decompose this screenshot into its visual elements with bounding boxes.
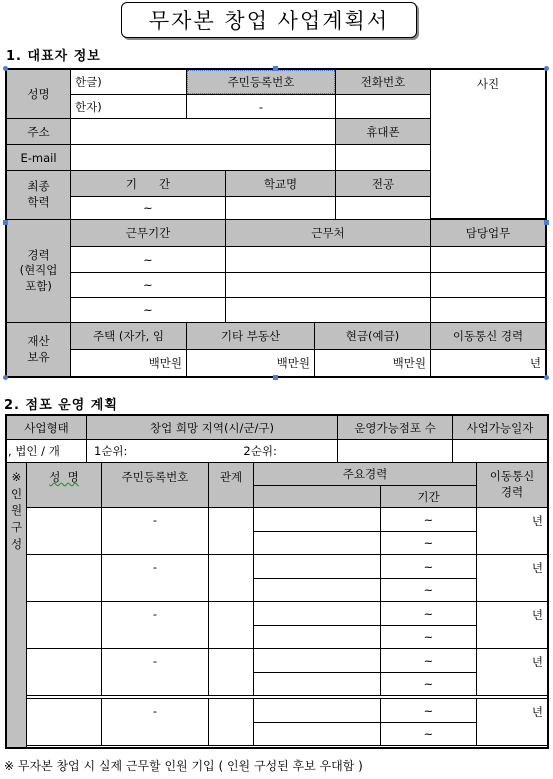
staff-period-1-b[interactable]: ~	[380, 531, 477, 555]
staff-career-2-a[interactable]	[253, 554, 381, 579]
resize-handle-middle-left[interactable]	[3, 220, 8, 225]
label-phone: 전화번호	[335, 69, 431, 95]
header-edu-period: 기 간	[70, 170, 226, 197]
career-duty-1[interactable]	[430, 246, 546, 273]
staff-period-2-b[interactable]: ~	[380, 578, 477, 602]
staff-mobile-years-4[interactable]: 년	[476, 648, 548, 696]
photo-box[interactable]: 사진	[430, 69, 546, 219]
staff-mobile-years-3[interactable]: 년	[476, 601, 548, 649]
header-major: 전공	[335, 170, 431, 197]
label-mobile: 휴대폰	[335, 118, 431, 145]
staff-relation-3[interactable]	[208, 601, 254, 649]
resize-handle-top-left[interactable]	[3, 66, 8, 71]
staff-period-3-b[interactable]: ~	[380, 625, 477, 649]
career-workplace-1[interactable]	[225, 246, 431, 273]
label-career: 경력 (현직업 포함)	[6, 219, 71, 323]
staff-mobile-years-1[interactable]: 년	[476, 507, 548, 555]
header-biz-date: 사업가능일자	[452, 415, 548, 440]
staff-period-4-b[interactable]: ~	[380, 672, 477, 696]
staff-rrn-4[interactable]: -	[101, 648, 209, 696]
header-staff-career-blank	[253, 485, 381, 508]
label-email: E-mail	[6, 144, 71, 171]
section-heading-representative: 1. 대표자 정보	[6, 49, 101, 64]
staff-name-1[interactable]	[26, 507, 102, 555]
career-period-3[interactable]: ~	[70, 297, 226, 323]
field-email[interactable]	[70, 144, 336, 171]
field-mobile-career-years[interactable]: 년	[430, 349, 546, 377]
staff-name-4[interactable]	[26, 648, 102, 696]
header-staff-mobile-career: 이동통신 경력	[476, 462, 548, 508]
field-address[interactable]	[70, 118, 336, 145]
header-workplace: 근무처	[225, 219, 431, 247]
header-staff-rrn: 주민등록번호	[101, 462, 209, 508]
field-edu-period[interactable]: ~	[70, 196, 226, 220]
header-staff-period: 기간	[380, 485, 477, 508]
staff-rrn-2[interactable]: -	[101, 554, 209, 602]
staff-rrn-5[interactable]: -	[101, 698, 209, 746]
field-hope-area[interactable]: 1순위: 2순위:	[86, 439, 338, 463]
staff-period-5-a[interactable]: ~	[380, 698, 477, 723]
staff-period-5-b[interactable]: ~	[380, 722, 477, 746]
staff-name-5[interactable]	[26, 698, 102, 746]
career-workplace-2[interactable]	[225, 272, 431, 298]
label-staff-composition: ※ 인 원 구 성	[6, 462, 27, 748]
header-cash: 현금(예금)	[314, 322, 431, 350]
label-assets: 재산 보유	[6, 322, 71, 377]
staff-career-1-a[interactable]	[253, 507, 381, 532]
staff-career-3-b[interactable]	[253, 625, 381, 649]
staff-career-2-b[interactable]	[253, 578, 381, 602]
label-name: 성명	[6, 69, 71, 119]
field-mobile[interactable]	[335, 144, 431, 171]
header-house: 주택 (자가, 임	[70, 322, 187, 350]
header-other-real-estate: 기타 부동산	[186, 322, 315, 350]
career-period-2[interactable]: ~	[70, 272, 226, 298]
career-duty-2[interactable]	[430, 272, 546, 298]
staff-mobile-years-5[interactable]: 년	[476, 698, 548, 746]
staff-period-1-a[interactable]: ~	[380, 507, 477, 532]
field-name-hangul[interactable]: 한글)	[70, 69, 187, 95]
career-workplace-3[interactable]	[225, 297, 431, 323]
staff-career-5-a[interactable]	[253, 698, 381, 723]
staff-period-2-a[interactable]: ~	[380, 554, 477, 579]
staff-name-2[interactable]	[26, 554, 102, 602]
staff-career-4-b[interactable]	[253, 672, 381, 696]
staff-period-4-a[interactable]: ~	[380, 648, 477, 673]
field-cash-value[interactable]: 백만원	[314, 349, 431, 377]
header-school: 학교명	[225, 170, 336, 197]
staff-rrn-1[interactable]: -	[101, 507, 209, 555]
field-major[interactable]	[335, 196, 431, 220]
resize-handle-top-right[interactable]	[544, 66, 549, 71]
header-staff-main-career: 주요경력	[253, 462, 477, 486]
field-rrn[interactable]: -	[186, 94, 336, 119]
footnote: ※ 무자본 창업 시 실제 근무할 인원 기입 ( 인원 구성된 후보 우대함 )	[4, 759, 363, 773]
field-biz-type[interactable]: , 법인 / 개	[6, 439, 87, 463]
resize-handle-bottom-left[interactable]	[3, 375, 8, 380]
staff-relation-4[interactable]	[208, 648, 254, 696]
header-mobile-career: 이동통신 경력	[430, 322, 546, 350]
resize-handle-bottom-middle[interactable]	[273, 375, 278, 380]
staff-relation-5[interactable]	[208, 698, 254, 746]
header-staff-name: 성 명	[26, 462, 102, 508]
career-duty-3[interactable]	[430, 297, 546, 323]
label-address: 주소	[6, 118, 71, 145]
label-rrn: 주민등록번호	[186, 69, 336, 95]
field-phone[interactable]	[335, 94, 431, 119]
header-duty: 담당업무	[430, 219, 546, 247]
field-house-value[interactable]: 백만원	[70, 349, 187, 377]
header-staff-relation: 관계	[208, 462, 254, 508]
staff-relation-2[interactable]	[208, 554, 254, 602]
field-other-real-estate-value[interactable]: 백만원	[186, 349, 315, 377]
staff-mobile-years-2[interactable]: 년	[476, 554, 548, 602]
field-store-count[interactable]	[337, 439, 453, 463]
header-hope-area: 창업 희망 지역(시/군/구)	[86, 415, 338, 440]
staff-name-3[interactable]	[26, 601, 102, 649]
label-education: 최종 학력	[6, 170, 71, 220]
document-title: 무자본 창업 사업계획서	[121, 2, 417, 38]
staff-career-3-a[interactable]	[253, 601, 381, 626]
header-store-count: 운영가능점포 수	[337, 415, 453, 440]
staff-career-5-b[interactable]	[253, 722, 381, 746]
header-biz-type: 사업형태	[6, 415, 87, 440]
career-period-1[interactable]: ~	[70, 246, 226, 273]
staff-career-4-a[interactable]	[253, 648, 381, 673]
staff-period-3-a[interactable]: ~	[380, 601, 477, 626]
field-biz-date[interactable]	[452, 439, 548, 463]
staff-relation-1[interactable]	[208, 507, 254, 555]
section-heading-store: 2. 점포 운영 계획	[4, 398, 118, 413]
field-name-hanja[interactable]: 한자)	[70, 94, 187, 119]
resize-handle-top-middle[interactable]	[273, 66, 278, 71]
staff-rrn-3[interactable]: -	[101, 601, 209, 649]
resize-handle-middle-right[interactable]	[544, 220, 549, 225]
header-work-period: 근무기간	[70, 219, 226, 247]
staff-career-1-b[interactable]	[253, 531, 381, 555]
resize-handle-bottom-right[interactable]	[544, 375, 549, 380]
field-school[interactable]	[225, 196, 336, 220]
